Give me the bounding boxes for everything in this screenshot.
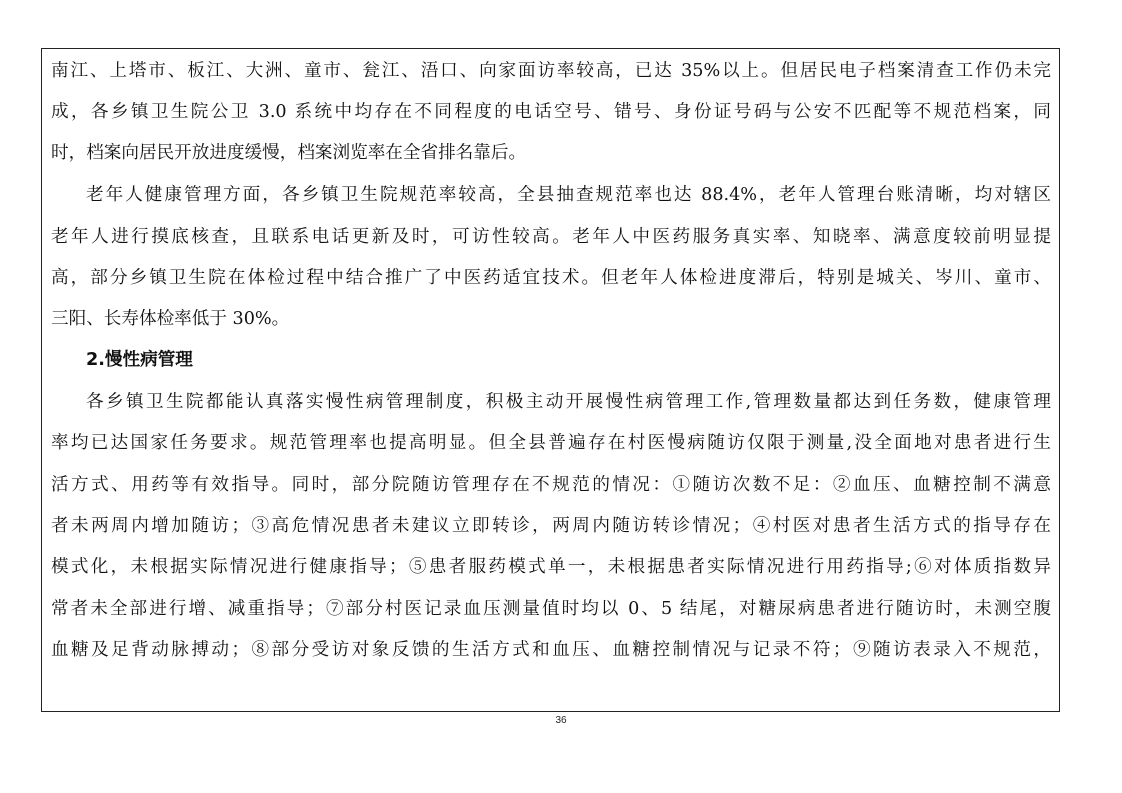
text-line: 成，各乡镇卫生院公卫 3.0 系统中均存在不同程度的电话空号、错号、身份证号码与公安不匹配等不规范档案，同: [51, 102, 1051, 122]
text-line: 老年人健康管理方面，各乡镇卫生院规范率较高，全县抽查规范率也达 88.4%，老年人管理台账清晰，均对辖区: [86, 185, 1051, 205]
text-line: 高，部分乡镇卫生院在体检过程中结合推广了中医药适宜技术。但老年人体检进度滞后，特别是城关、岑川、童市、: [51, 268, 1051, 288]
text-line: 时，档案向居民开放进度缓慢，档案浏览率在全省排名靠后。: [51, 143, 527, 163]
section-heading: 2.慢性病管理: [86, 350, 193, 370]
page-number: 36: [555, 715, 567, 726]
text-line: 血糖及足背动脉搏动；⑧部分受访对象反馈的生活方式和血压、血糖控制情况与记录不符；⑨随访表录入不规范，: [51, 640, 1051, 660]
text-line: 各乡镇卫生院都能认真落实慢性病管理制度，积极主动开展慢性病管理工作,管理数量都达到任务数，健康管理: [86, 392, 1051, 412]
text-line: 老年人进行摸底核查，且联系电话更新及时，可访性较高。老年人中医药服务真实率、知晓率、满意度较前明显提: [51, 227, 1051, 247]
text-line: 南江、上塔市、板江、大洲、童市、瓮江、浯口、向家面访率较高，已达 35%以上。但居民电子档案清查工作仍未完: [51, 61, 1051, 81]
text-line: 模式化，未根据实际情况进行健康指导；⑤患者服药模式单一，未根据患者实际情况进行用药指导;⑥对体质指数异: [51, 557, 1051, 577]
text-line: 三阳、长寿体检率低于 30%。: [51, 309, 290, 329]
text-line: 活方式、用药等有效指导。同时，部分院随访管理存在不规范的情况：①随访次数不足：②血压、血糖控制不满意: [51, 475, 1051, 495]
text-line: 常者未全部进行增、减重指导；⑦部分村医记录血压测量值时均以 0、5 结尾，对糖尿病患者进行随访时，未测空腹: [51, 599, 1051, 619]
text-line: 率均已达国家任务要求。规范管理率也提高明显。但全县普遍存在村医慢病随访仅限于测量,没全面地对患者进行生: [51, 433, 1051, 453]
text-line: 者未两周内增加随访；③高危情况患者未建议立即转诊，两周内随访转诊情况；④村医对患者生活方式的指导存在: [51, 516, 1051, 536]
